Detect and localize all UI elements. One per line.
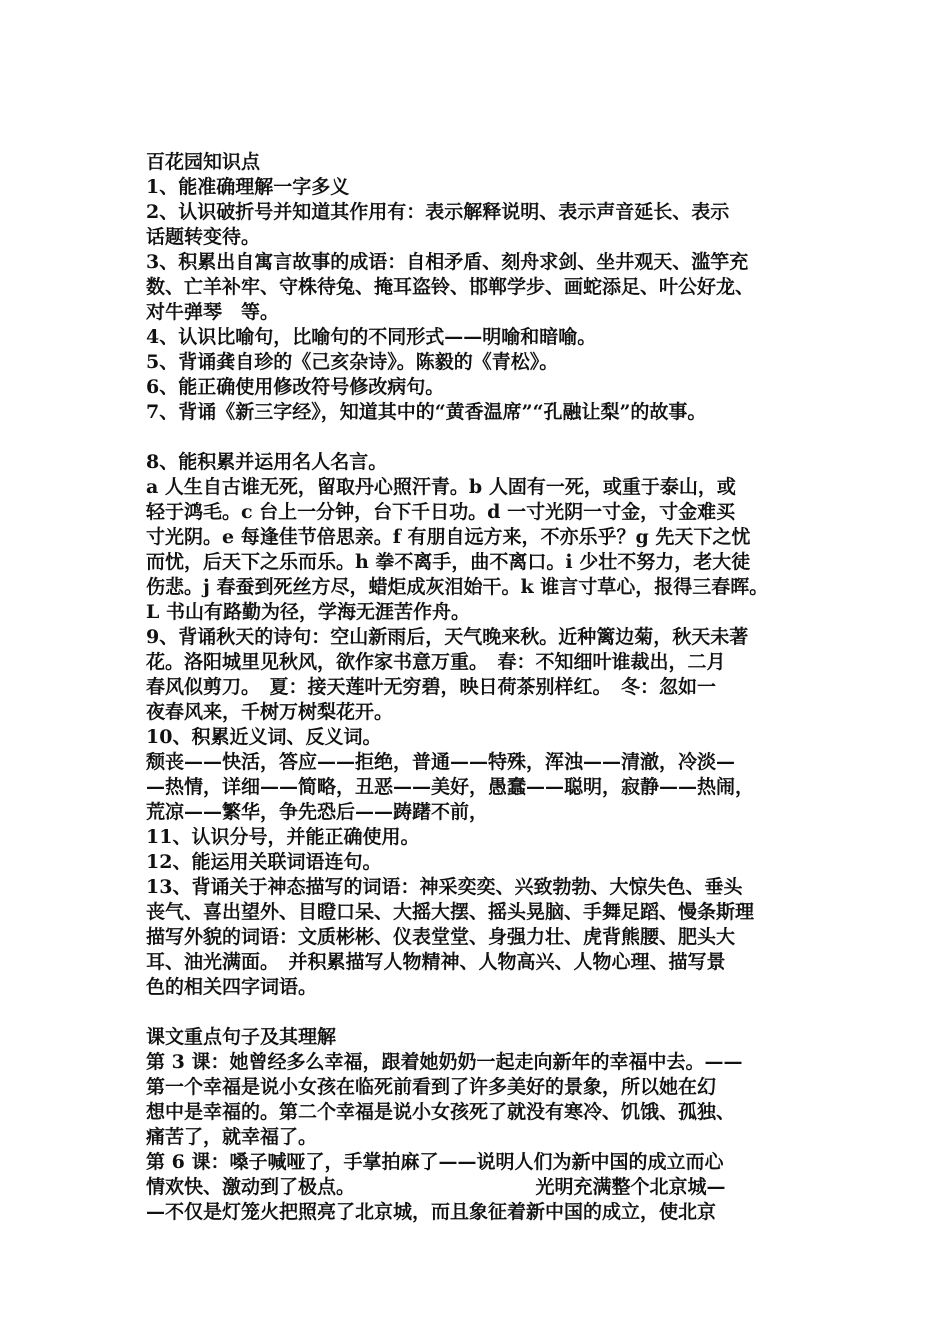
text-line: 话题转变待。 <box>146 226 261 248</box>
text-line: 对牛弹琴 等。 <box>146 301 280 323</box>
text-line: 8、能积累并运用名人名言。 <box>146 451 388 473</box>
text-line: 数、亡羊补牢、守株待兔、掩耳盗铃、邯郸学步、画蛇添足、叶公好龙、 <box>146 276 755 298</box>
text-line: 轻于鸿毛。c 台上一分钟，台下千日功。d 一寸光阴一寸金，寸金难买 <box>146 501 736 523</box>
text-line: 11、认识分号，并能正确使用。 <box>146 826 420 848</box>
blank-line <box>146 425 826 450</box>
blank-line <box>146 1000 826 1025</box>
text-line: 3、积累出自寓言故事的成语：自相矛盾、刻舟求剑、坐井观天、滥竽充 <box>146 251 749 273</box>
text-line: 痛苦了，就幸福了。 <box>146 1126 318 1148</box>
text-line: —热情，详细——简略，丑恶——美好，愚蠢——聪明，寂静——热闹， <box>146 776 755 798</box>
text-line: 花。洛阳城里见秋风，欲作家书意万重。 春：不知细叶谁裁出，二月 <box>146 651 726 673</box>
document-body <box>146 175 826 1225</box>
text-line: 课文重点句子及其理解 <box>146 1026 337 1048</box>
text-line: 第 3 课：她曾经多么幸福，跟着她奶奶一起走向新年的幸福中去。—— <box>146 1051 743 1073</box>
text-line: 13、背诵关于神态描写的词语：神采奕奕、兴致勃勃、大惊失色、垂头 <box>146 876 743 898</box>
text-line: 12、能运用关联词语连句。 <box>146 851 382 873</box>
text-line: 1、能准确理解一字多义 <box>146 176 350 198</box>
text-line: 4、认识比喻句，比喻句的不同形式——明喻和暗喻。 <box>146 326 597 348</box>
text-line: 春风似剪刀。 夏：接天莲叶无穷碧，映日荷茶别样红。 冬：忽如一 <box>146 676 717 698</box>
text-line: 第 6 课：嗓子喊哑了，手掌拍麻了——说明人们为新中国的成立而心 <box>146 1151 724 1173</box>
document-title: 百花园知识点 <box>146 151 261 173</box>
text-line: 第一个幸福是说小女孩在临死前看到了许多美好的景象，所以她在幻 <box>146 1076 717 1098</box>
text-line: 耳、油光满面。 并积累描写人物精神、人物高兴、人物心理、描写景 <box>146 951 726 973</box>
text-line: 而忧，后天下之乐而乐。h 拳不离手，曲不离口。i 少壮不努力，老大徒 <box>146 551 751 573</box>
text-line: 9、背诵秋天的诗句：空山新雨后，天气晚来秋。近种篱边菊，秋天未著 <box>146 626 749 648</box>
text-line: 10、积累近义词、反义词。 <box>146 726 382 748</box>
text-line: 颓丧——快活，答应——拒绝，普通——特殊，浑浊——清澈，冷淡— <box>146 751 736 773</box>
text-line: a 人生自古谁无死，留取丹心照汗青。b 人固有一死，或重于泰山，或 <box>146 476 736 498</box>
text-line: 7、背诵《新三字经》，知道其中的“黄香温席”“孔融让梨”的故事。 <box>146 401 707 423</box>
text-line: —不仅是灯笼火把照亮了北京城，而且象征着新中国的成立，使北京 <box>146 1201 717 1223</box>
text-line: 伤悲。j 春蚕到死丝方尽，蜡炬成灰泪始干。k 谁言寸草心，报得三春晖。 <box>146 576 769 598</box>
text-line: 5、背诵龚自珍的《己亥杂诗》。陈毅的《青松》。 <box>146 351 559 373</box>
text-line: 寸光阴。e 每逢佳节倍思亲。f 有朋自远方来，不亦乐乎？g 先天下之忧 <box>146 526 751 548</box>
text-line: 6、能正确使用修改符号修改病句。 <box>146 376 445 398</box>
text-line: 色的相关四字词语。 <box>146 976 318 998</box>
text-line: 荒凉——繁华，争先恐后——踌躇不前， <box>146 801 489 823</box>
text-line: L 书山有路勤为径，学海无涯苦作舟。 <box>146 601 470 623</box>
text-line: 丧气、喜出望外、目瞪口呆、大摇大摆、摇头晃脑、手舞足蹈、慢条斯理 <box>146 901 755 923</box>
text-line: 2、认识破折号并知道其作用有：表示解释说明、表示声音延长、表示 <box>146 201 730 223</box>
text-line: 想中是幸福的。第二个幸福是说小女孩死了就没有寒冷、饥饿、孤独、 <box>146 1101 736 1123</box>
text-line: 情欢快、激动到了极点。 光明充满整个北京城— <box>146 1176 726 1198</box>
text-line: 夜春风来，千树万树梨花开。 <box>146 701 394 723</box>
document-page <box>146 150 826 1225</box>
text-line: 描写外貌的词语：文质彬彬、仪表堂堂、身强力壮、虎背熊腰、肥头大 <box>146 926 736 948</box>
